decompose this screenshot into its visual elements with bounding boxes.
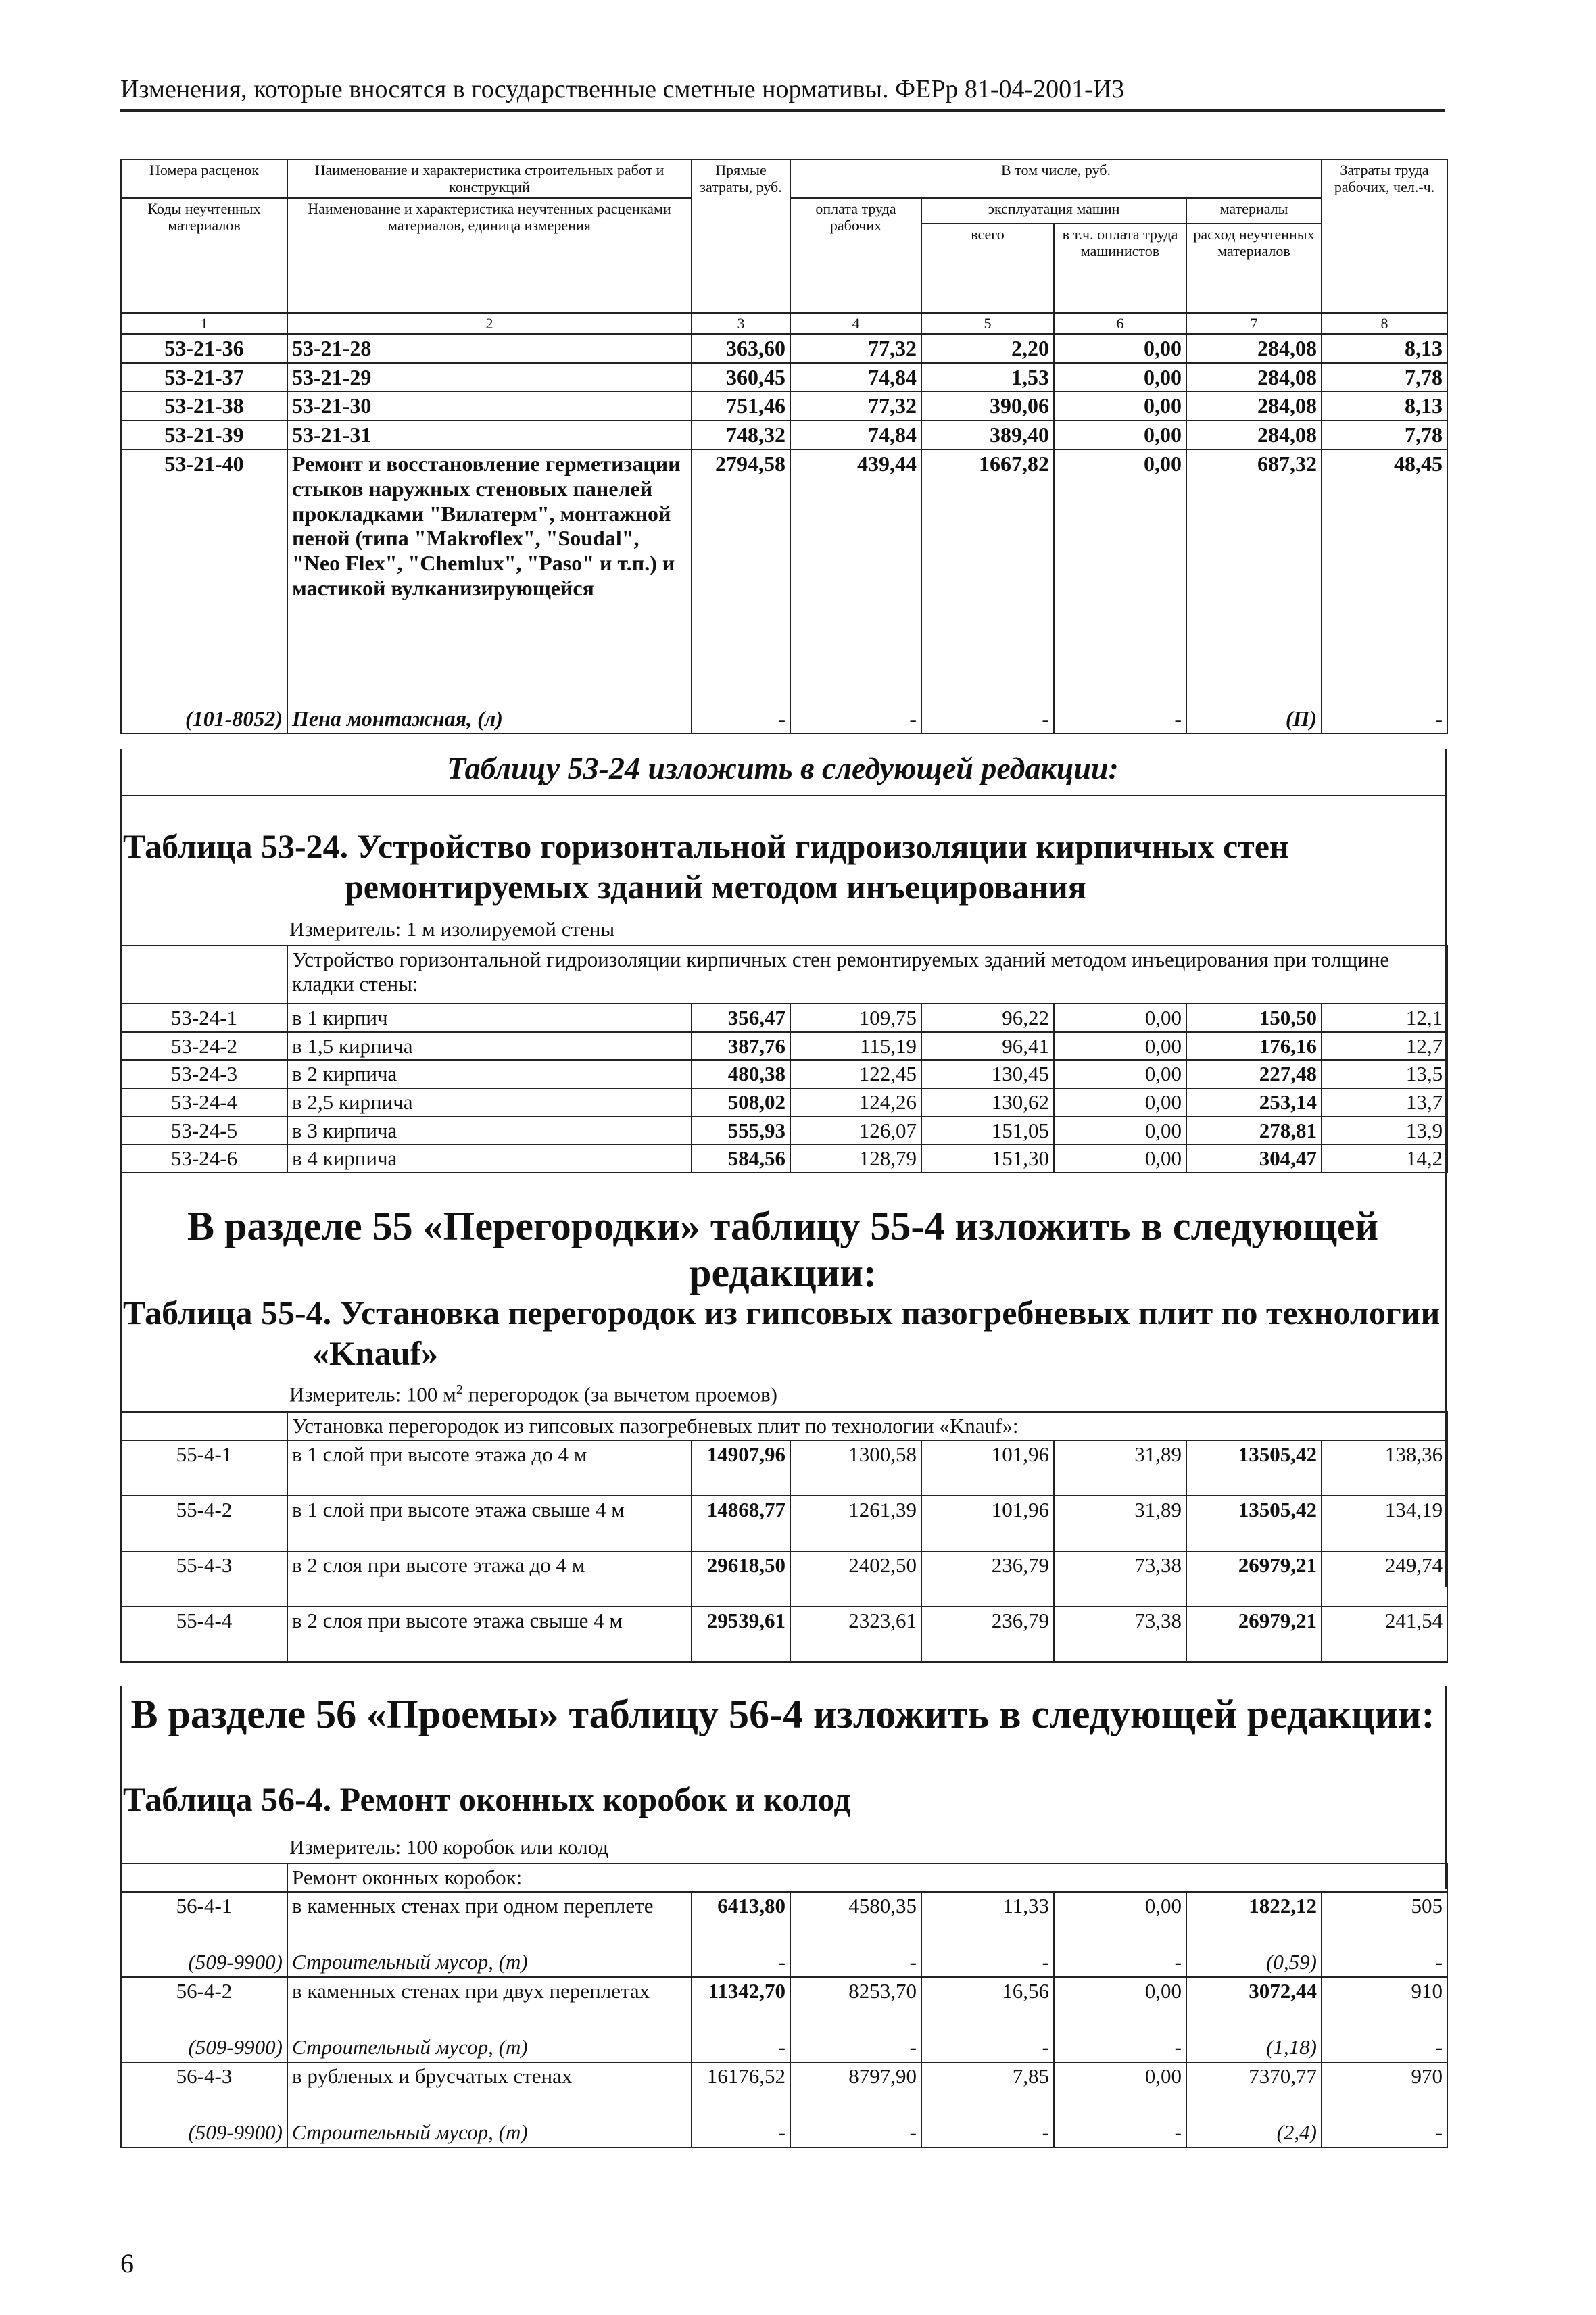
row-c8: 8,13 [1322, 334, 1447, 363]
row-c8: 241,54 [1322, 1607, 1447, 1662]
row-c7: 284,08 [1186, 363, 1322, 392]
table-row-material [121, 2119, 1447, 2147]
row-c7: 1822,12 [1186, 1892, 1322, 1949]
blank-cell [121, 1412, 287, 1440]
row-c3: 14907,96 [692, 1440, 790, 1496]
row-c4: 1300,58 [790, 1440, 921, 1496]
instruction-53-24: Таблицу 53-24 изложить в следующей редакции: [447, 751, 1119, 785]
table-row [121, 1117, 1447, 1145]
row-c8: 7,78 [1322, 363, 1447, 392]
table-row [121, 2062, 1447, 2119]
col6-header: в т.ч. оплата труда машинистов [1054, 224, 1186, 313]
row-c3: 555,93 [692, 1117, 790, 1145]
material-c7: (2,4) [1186, 2119, 1322, 2147]
row-c7: 304,47 [1186, 1144, 1322, 1173]
row-c5: 101,96 [921, 1440, 1054, 1496]
row-name: в 1 слой при высоте этажа свыше 4 м [287, 1496, 692, 1551]
row-name: 53-21-31 [287, 420, 692, 449]
row-c5: 11,33 [921, 1892, 1054, 1949]
incl-header: В том числе, руб. [790, 160, 1322, 198]
table-row [121, 420, 1447, 449]
row-c6: 0,00 [1054, 1117, 1186, 1145]
row-c4: 74,84 [790, 420, 921, 449]
material-c5: - [921, 705, 1054, 733]
row-c8: 12,7 [1322, 1032, 1447, 1061]
row-c8: 13,7 [1322, 1088, 1447, 1117]
col1-top-header: Номера расценок [121, 160, 287, 198]
col5-header: всего [921, 224, 1054, 313]
material-c4: - [790, 1949, 921, 1977]
row-c4: 439,44 [790, 449, 921, 705]
table-row [121, 1977, 1447, 2034]
material-c3: - [692, 2119, 790, 2147]
row-c3: 14868,77 [692, 1496, 790, 1551]
row-code: 55-4-1 [121, 1440, 287, 1496]
row-c4: 128,79 [790, 1144, 921, 1173]
row-c6: 73,38 [1054, 1607, 1186, 1662]
row-c8: 13,9 [1322, 1117, 1447, 1145]
material-code: (509-9900) [121, 1949, 287, 1977]
table-row [121, 449, 1447, 705]
col1-bottom-header: Коды неучтенных материалов [121, 198, 287, 313]
material-c3: - [692, 2034, 790, 2062]
material-name: Строительный мусор, (т) [287, 1949, 692, 1977]
material-c6: - [1054, 1949, 1186, 1977]
row-c8: 7,78 [1322, 420, 1447, 449]
row-name: в 3 кирпича [287, 1117, 692, 1145]
row-c3: 360,45 [692, 363, 790, 392]
row-name: Ремонт и восстановление герметизации стыков наружных стеновых панелей прокладками "Вилатерм", монтажной пеной (типа "Makroflex", "Soudal", "Neo Flex", "Chemlux", "Paso" и т.п.) и мастикой вулканизирующейся [287, 449, 692, 705]
material-c6: - [1054, 2119, 1186, 2147]
table-row [121, 1440, 1447, 1496]
material-c4: - [790, 2119, 921, 2147]
row-code: 56-4-1 [121, 1892, 287, 1949]
row-code: 53-24-1 [121, 1004, 287, 1032]
row-c7: 176,16 [1186, 1032, 1322, 1061]
row-c3: 584,56 [692, 1144, 790, 1173]
row-c4: 126,07 [790, 1117, 921, 1145]
table-row [121, 1144, 1447, 1173]
row-c7: 3072,44 [1186, 1977, 1322, 2034]
material-name: Строительный мусор, (т) [287, 2034, 692, 2062]
row-code: 53-21-39 [121, 420, 287, 449]
row-c5: 151,30 [921, 1144, 1054, 1173]
row-c8: 138,36 [1322, 1440, 1447, 1496]
row-c7: 284,08 [1186, 334, 1322, 363]
colnum-6: 6 [1054, 313, 1186, 334]
row-c5: 130,45 [921, 1060, 1054, 1088]
section-56-heading: В разделе 56 «Проемы» таблицу 56-4 изложить в следующей редакции: [130, 1692, 1435, 1736]
row-c5: 16,56 [921, 1977, 1054, 2034]
table-55-4-title-line1: Таблица 55-4. Установка перегородок из гипсовых пазогребневых плит по технологии [123, 1294, 1441, 1332]
row-code: 53-21-37 [121, 363, 287, 392]
meter-55-4-b: перегородок (за вычетом проемов) [462, 1382, 777, 1407]
row-c3: 29539,61 [692, 1607, 790, 1662]
row-c6: 0,00 [1054, 1032, 1186, 1061]
material-code: (101-8052) [121, 705, 287, 733]
row-c5: 236,79 [921, 1607, 1054, 1662]
row-c4: 2323,61 [790, 1607, 921, 1662]
table-53-24 [120, 945, 1448, 1173]
row-c4: 109,75 [790, 1004, 921, 1032]
table-row [121, 1060, 1447, 1088]
row-name: в 1,5 кирпича [287, 1032, 692, 1061]
row-c7: 150,50 [1186, 1004, 1322, 1032]
material-c8: - [1322, 2119, 1447, 2147]
group-row-53-24: Устройство горизонтальной гидроизоляции кирпичных стен ремонтируемых зданий методом инъецирования при толщине кладки стены: [287, 946, 1447, 1004]
section-55-heading: В разделе 55 «Перегородки» таблицу 55-4 изложить в следующей редакции: [187, 1204, 1379, 1295]
material-c7: (0,59) [1186, 1949, 1322, 1977]
row-c6: 0,00 [1054, 1892, 1186, 1949]
row-c6: 31,89 [1054, 1496, 1186, 1551]
material-c8: - [1322, 705, 1447, 733]
row-c6: 73,38 [1054, 1551, 1186, 1607]
group-row-56-4: Ремонт оконных коробок: [287, 1863, 1447, 1892]
rule [120, 795, 1447, 796]
table-56-4 [120, 1863, 1448, 2148]
row-code: 53-24-3 [121, 1060, 287, 1088]
row-c8: 970 [1322, 2062, 1447, 2119]
row-c5: 130,62 [921, 1088, 1054, 1117]
row-code: 53-24-6 [121, 1144, 287, 1173]
row-c4: 2402,50 [790, 1551, 921, 1607]
row-c3: 2794,58 [692, 449, 790, 705]
row-c5: 1667,82 [921, 449, 1054, 705]
row-code: 55-4-2 [121, 1496, 287, 1551]
row-name: в 2 кирпича [287, 1060, 692, 1088]
blank-cell [121, 946, 287, 1004]
row-name: в 2,5 кирпича [287, 1088, 692, 1117]
row-c7: 13505,42 [1186, 1496, 1322, 1551]
colnum-7: 7 [1186, 313, 1322, 334]
table-55-4 [120, 1411, 1448, 1663]
table-row [121, 1088, 1447, 1117]
table-53-21 [120, 159, 1448, 734]
material-c4: - [790, 705, 921, 733]
table-row-material [121, 2034, 1447, 2062]
material-c5: - [921, 2119, 1054, 2147]
row-c5: 151,05 [921, 1117, 1054, 1145]
row-code: 55-4-3 [121, 1551, 287, 1607]
row-name: в 1 кирпич [287, 1004, 692, 1032]
table-row [121, 1004, 1447, 1032]
row-c4: 74,84 [790, 363, 921, 392]
machines-header: эксплуатация машин [921, 198, 1186, 224]
row-code: 53-21-38 [121, 391, 287, 420]
row-c7: 284,08 [1186, 420, 1322, 449]
row-c6: 0,00 [1054, 420, 1186, 449]
row-c4: 77,32 [790, 334, 921, 363]
row-c3: 480,38 [692, 1060, 790, 1088]
row-c6: 0,00 [1054, 363, 1186, 392]
row-name: в 4 кирпича [287, 1144, 692, 1173]
row-c8: 8,13 [1322, 391, 1447, 420]
material-c5: - [921, 1949, 1054, 1977]
material-c6: - [1054, 2034, 1186, 2062]
row-c5: 1,53 [921, 363, 1054, 392]
colnum-8: 8 [1322, 313, 1447, 334]
row-c6: 31,89 [1054, 1440, 1186, 1496]
row-name: в рубленых и брусчатых стенах [287, 2062, 692, 2119]
page-number: 6 [120, 2248, 134, 2279]
material-code: (509-9900) [121, 2034, 287, 2062]
col3-header: Прямые затраты, руб. [692, 160, 790, 313]
page-header-title: Изменения, которые вносятся в государственные сметные нормативы. ФЕРр 81-04-2001-И3 [120, 75, 1125, 103]
row-c8: 249,74 [1322, 1551, 1447, 1607]
header-rule [120, 109, 1445, 112]
blank-cell [121, 1863, 287, 1892]
material-name: Строительный мусор, (т) [287, 2119, 692, 2147]
row-c4: 122,45 [790, 1060, 921, 1088]
colnum-3: 3 [692, 313, 790, 334]
material-c7: (П) [1186, 705, 1322, 733]
table-53-24-title-line1: Таблица 53-24. Устройство горизонтальной гидроизоляции кирпичных стен [123, 827, 1289, 865]
colnum-5: 5 [921, 313, 1054, 334]
row-c6: 0,00 [1054, 391, 1186, 420]
table-row [121, 1607, 1447, 1662]
colnum-4: 4 [790, 313, 921, 334]
row-code: 53-21-40 [121, 449, 287, 705]
row-c7: 687,32 [1186, 449, 1322, 705]
group-row-55-4: Установка перегородок из гипсовых пазогребневых плит по технологии «Knauf»: [287, 1412, 1447, 1440]
table-row [121, 391, 1447, 420]
row-c5: 7,85 [921, 2062, 1054, 2119]
row-c6: 0,00 [1054, 449, 1186, 705]
row-c6: 0,00 [1054, 1088, 1186, 1117]
table-row [121, 1032, 1447, 1061]
row-c7: 227,48 [1186, 1060, 1322, 1088]
row-c6: 0,00 [1054, 1977, 1186, 2034]
row-c3: 387,76 [692, 1032, 790, 1061]
row-name: в 2 слоя при высоте этажа до 4 м [287, 1551, 692, 1607]
table-row [121, 1551, 1447, 1607]
meter-56-4: Измеритель: 100 коробок или колод [289, 1835, 609, 1859]
row-c5: 96,22 [921, 1004, 1054, 1032]
row-c4: 8253,70 [790, 1977, 921, 2034]
meter-55-4-a: Измеритель: 100 м [289, 1382, 456, 1407]
row-code: 53-24-2 [121, 1032, 287, 1061]
colnum-1: 1 [121, 313, 287, 334]
material-c3: - [692, 705, 790, 733]
row-c7: 7370,77 [1186, 2062, 1322, 2119]
material-c5: - [921, 2034, 1054, 2062]
row-c3: 751,46 [692, 391, 790, 420]
row-c5: 389,40 [921, 420, 1054, 449]
row-code: 56-4-3 [121, 2062, 287, 2119]
table-row-material [121, 705, 1447, 733]
row-c8: 910 [1322, 1977, 1447, 2034]
row-code: 53-24-5 [121, 1117, 287, 1145]
row-name: в 2 слоя при высоте этажа свыше 4 м [287, 1607, 692, 1662]
material-code: (509-9900) [121, 2119, 287, 2147]
row-c8: 14,2 [1322, 1144, 1447, 1173]
table-row [121, 334, 1447, 363]
row-c4: 77,32 [790, 391, 921, 420]
col7-header: расход неучтенных материалов [1186, 224, 1322, 313]
material-c3: - [692, 1949, 790, 1977]
material-c6: - [1054, 705, 1186, 733]
row-c4: 8797,90 [790, 2062, 921, 2119]
row-c3: 16176,52 [692, 2062, 790, 2119]
row-code: 53-24-4 [121, 1088, 287, 1117]
row-c8: 48,45 [1322, 449, 1447, 705]
table-row-material [121, 1949, 1447, 1977]
row-c5: 101,96 [921, 1496, 1054, 1551]
row-name: в 1 слой при высоте этажа до 4 м [287, 1440, 692, 1496]
material-name: Пена монтажная, (л) [287, 705, 692, 733]
col8-header: Затраты труда рабочих, чел.-ч. [1322, 160, 1447, 313]
row-c3: 356,47 [692, 1004, 790, 1032]
row-name: в каменных стенах при двух переплетах [287, 1977, 692, 2034]
row-c7: 26979,21 [1186, 1551, 1322, 1607]
row-c6: 0,00 [1054, 1004, 1186, 1032]
row-c7: 13505,42 [1186, 1440, 1322, 1496]
materials-header: материалы [1186, 198, 1322, 224]
meter-55-4-sup: 2 [456, 1382, 463, 1397]
row-c3: 29618,50 [692, 1551, 790, 1607]
row-name: в каменных стенах при одном переплете [287, 1892, 692, 1949]
row-c5: 390,06 [921, 391, 1054, 420]
row-c8: 505 [1322, 1892, 1447, 1949]
meter-53-24: Измеритель: 1 м изолируемой стены [289, 917, 615, 941]
row-name: 53-21-28 [287, 334, 692, 363]
row-c6: 0,00 [1054, 1144, 1186, 1173]
row-c4: 115,19 [790, 1032, 921, 1061]
row-code: 56-4-2 [121, 1977, 287, 2034]
row-c5: 236,79 [921, 1551, 1054, 1607]
col4-header: оплата труда рабочих [790, 198, 921, 313]
table-55-4-title-line2: «Knauf» [312, 1334, 439, 1372]
row-c4: 1261,39 [790, 1496, 921, 1551]
table-row [121, 1892, 1447, 1949]
row-name: 53-21-30 [287, 391, 692, 420]
meter-55-4 [289, 1382, 777, 1407]
row-c6: 0,00 [1054, 334, 1186, 363]
row-c7: 278,81 [1186, 1117, 1322, 1145]
row-c3: 363,60 [692, 334, 790, 363]
row-c3: 6413,80 [692, 1892, 790, 1949]
row-name: 53-21-29 [287, 363, 692, 392]
row-c7: 253,14 [1186, 1088, 1322, 1117]
row-c4: 4580,35 [790, 1892, 921, 1949]
colnum-2: 2 [287, 313, 692, 334]
table-row [121, 363, 1447, 392]
row-c7: 284,08 [1186, 391, 1322, 420]
row-c6: 0,00 [1054, 2062, 1186, 2119]
row-c7: 26979,21 [1186, 1607, 1322, 1662]
row-c6: 0,00 [1054, 1060, 1186, 1088]
row-c5: 96,41 [921, 1032, 1054, 1061]
col2-bottom-header: Наименование и характеристика неучтенных расценками материалов, единица измерения [287, 198, 692, 313]
row-c5: 2,20 [921, 334, 1054, 363]
row-c8: 134,19 [1322, 1496, 1447, 1551]
row-code: 53-21-36 [121, 334, 287, 363]
row-c3: 748,32 [692, 420, 790, 449]
col2-top-header: Наименование и характеристика строительных работ и конструкций [287, 160, 692, 198]
material-c7: (1,18) [1186, 2034, 1322, 2062]
row-c3: 11342,70 [692, 1977, 790, 2034]
material-c4: - [790, 2034, 921, 2062]
material-c8: - [1322, 2034, 1447, 2062]
row-c8: 13,5 [1322, 1060, 1447, 1088]
row-code: 55-4-4 [121, 1607, 287, 1662]
table-56-4-title: Таблица 56-4. Ремонт оконных коробок и колод [123, 1780, 851, 1818]
row-c4: 124,26 [790, 1088, 921, 1117]
row-c3: 508,02 [692, 1088, 790, 1117]
row-c8: 12,1 [1322, 1004, 1447, 1032]
material-c8: - [1322, 1949, 1447, 1977]
table-53-24-title-line2: ремонтируемых зданий методом инъецирования [345, 868, 1086, 906]
table-row [121, 1496, 1447, 1551]
